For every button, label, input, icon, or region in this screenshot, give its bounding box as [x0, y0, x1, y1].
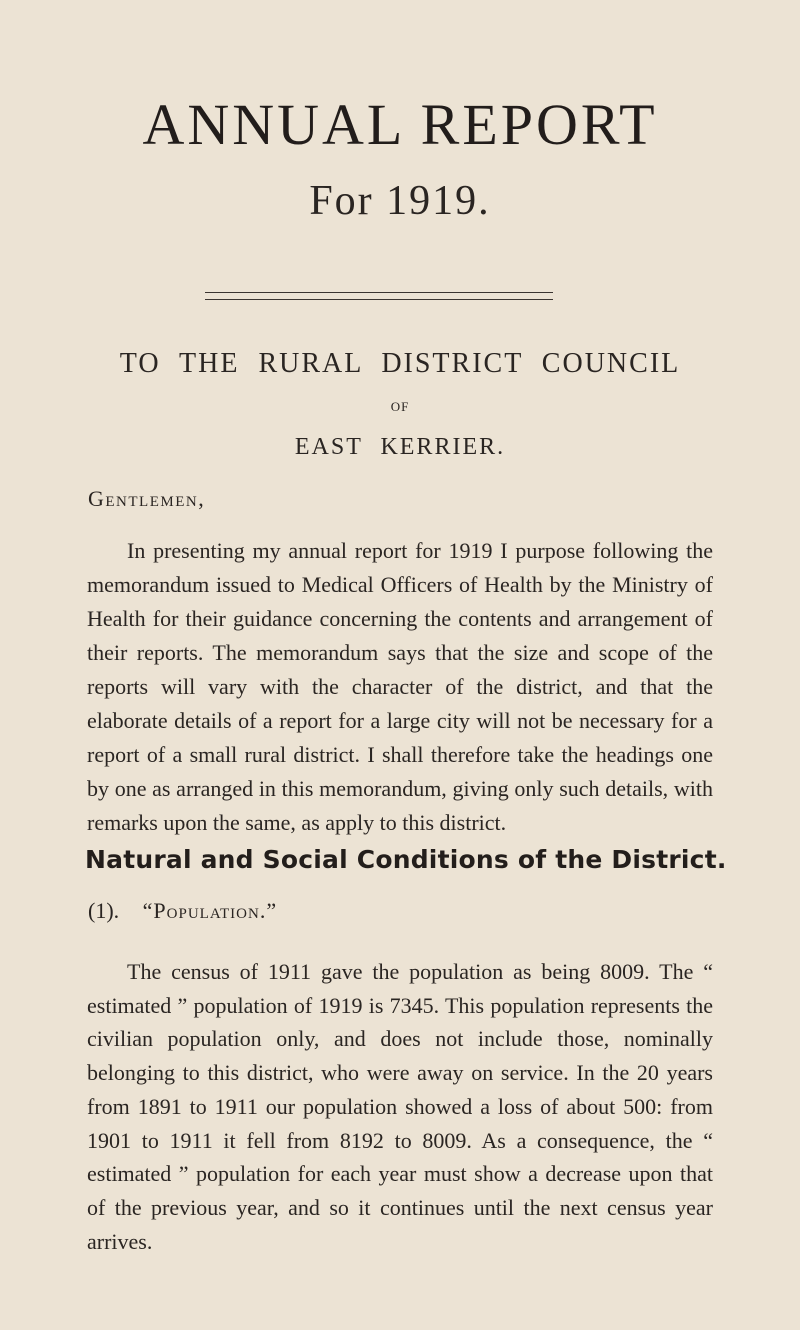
subsection-number: (1). [88, 898, 120, 923]
intro-paragraph: In presenting my annual report for 1919 I purpose following the memorandum issued to Medical Officers of Health by the Ministry of Health for their guidance concerning the contents and arrangement of their reports. The memorandum says that the size and scope of the reports will vary with the character of the district, and that the elaborate details of a report for a large city will not be necessary for a report of a small rural district. I shall therefore take the headings one by one as arranged in this memorandum, giving only such details, with remarks upon the same, as apply to this district. [87, 538, 713, 835]
report-title: ANNUAL REPORT [142, 92, 658, 157]
section-heading: Natural and Social Conditions of the District. [85, 845, 727, 874]
addressee-connector: OF [390, 399, 410, 414]
subsection-heading [88, 898, 277, 924]
salutation: Gentlemen, [88, 486, 206, 511]
report-year: For 1919. [309, 178, 491, 224]
district-name: EAST KERRIER. [294, 434, 506, 460]
population-paragraph: The census of 1911 gave the population as being 8009. The “ estimated ” population of 1919 is 7345. This population represents the civilian population only, and does not include those, nominally belonging to this district, who were away on service. In the 20 years from 1891 to 1911 our population showed a loss of about 500: from 1901 to 1911 it fell from 8192 to 8009. As a consequence, the “ estimated ” population for each year must show a decrease upon that of the previous year, and so it continues until the next census year arrives. [87, 959, 713, 1254]
double-rule-divider [205, 292, 553, 300]
subsection-label: “Population.” [142, 898, 278, 923]
addressee-line: TO THE RURAL DISTRICT COUNCIL [119, 348, 681, 379]
